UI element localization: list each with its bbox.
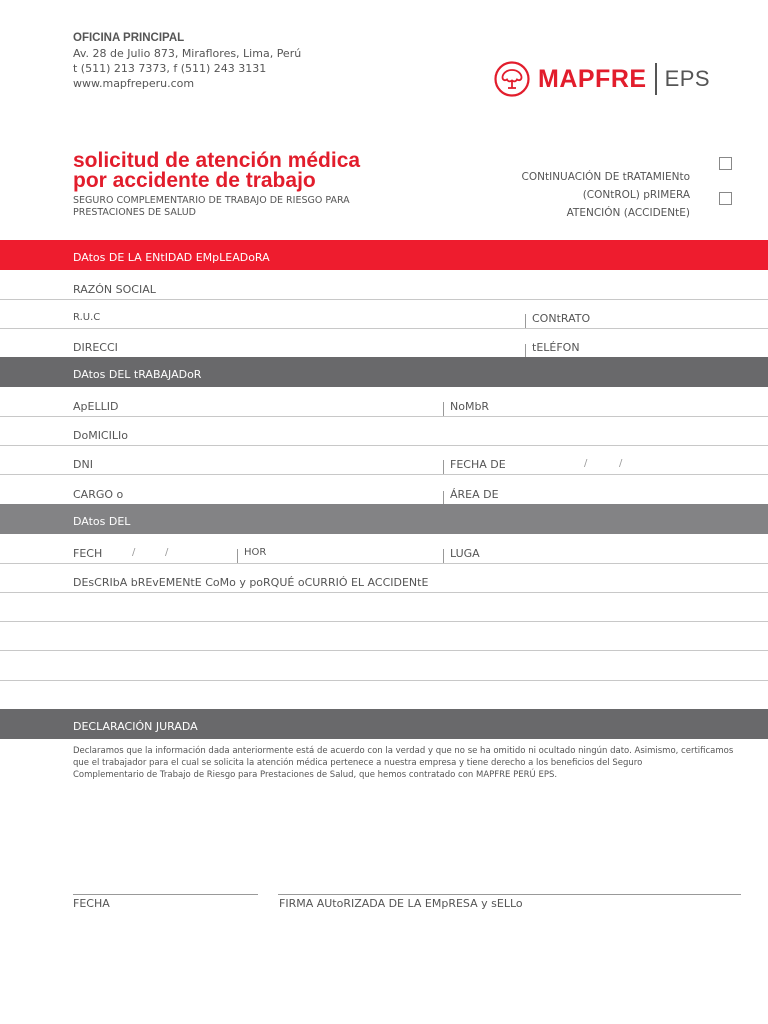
section-accident-header: DAtos DEL <box>0 504 768 534</box>
fecha-ingreso-label: FECHA DE <box>450 458 506 471</box>
dni-fecha-row[interactable] <box>0 445 768 475</box>
field-divider <box>443 402 444 416</box>
product-name: EPS <box>664 66 711 91</box>
fecha-accidente-label: FECH <box>73 547 103 560</box>
nombre-label: NoMbR <box>450 400 490 413</box>
date-slash: / <box>584 458 588 469</box>
declaration-line: Complementario de Trabajo de Riesgo para Prestaciones de Salud, que hemos contratado con MAPFRE PERÚ EPS. <box>73 770 558 780</box>
form-title <box>73 151 433 191</box>
field-divider <box>443 549 444 563</box>
telefono-label: tELÉFON <box>532 341 580 354</box>
date-slash: / <box>132 547 136 558</box>
logo-divider <box>655 63 657 95</box>
description-line[interactable] <box>0 592 768 622</box>
declaration-line: Declaramos que la información dada anteriormente está de acuerdo con la verdad y que no se ha omitido ni ocultado ningún dato. Asimismo, certificamos <box>73 746 734 756</box>
office-web[interactable]: www.mapfreperu.com <box>73 77 195 90</box>
razon-social-label: RAZÓN SOCIAL <box>73 283 156 296</box>
lugar-label: LUGA <box>450 547 480 560</box>
description-row[interactable] <box>0 563 768 593</box>
section-declaration-header: DECLARACIÓN JURADA <box>0 709 768 739</box>
contrato-label: CONtRATO <box>532 312 591 325</box>
office-title: OFICINA PRINCIPAL <box>73 32 185 44</box>
office-address: Av. 28 de Julio 873, Miraflores, Lima, Perú <box>73 47 302 60</box>
mapfre-eps-logo <box>494 60 710 98</box>
field-divider <box>525 344 526 358</box>
declaration-text <box>73 745 741 781</box>
mapfre-emblem-icon <box>494 61 530 97</box>
field-divider <box>525 314 526 328</box>
attention-type-options <box>480 168 690 222</box>
form-title-line2: por accidente de trabajo <box>73 169 316 192</box>
date-signature-line[interactable] <box>73 894 258 895</box>
field-divider <box>237 549 238 563</box>
description-line[interactable] <box>0 621 768 651</box>
date-slash: / <box>165 547 169 558</box>
razon-social-row[interactable] <box>0 270 768 300</box>
office-info <box>73 31 301 91</box>
company-signature-line[interactable] <box>278 894 741 895</box>
hora-label: HOR <box>244 547 267 558</box>
domicilio-label: DoMICILIo <box>73 429 128 442</box>
declaration-line: que el trabajador para el cual se solicita la atención médica pertenece a nuestra empresa y tiene derecho a los beneficios del Seguro <box>73 758 643 768</box>
direccion-label: DIRECCI <box>73 341 118 354</box>
cargo-area-row[interactable] <box>0 475 768 505</box>
section-employer-header: DAtos DE LA ENtIDAD EMpLEADoRA <box>0 240 768 270</box>
area-label: ÁREA DE <box>450 488 499 501</box>
cargo-label: CARGO o <box>73 488 124 501</box>
description-label: DEsCRIbA bREvEMENtE CoMo y poRQUÉ oCURRIÓ EL ACCIDENtE <box>73 576 429 589</box>
apellido-label: ApELLID <box>73 400 119 413</box>
form-title-line1: solicitud de atención médica <box>73 149 361 172</box>
section-worker-header: DAtos DEL tRABAJADoR <box>0 357 768 387</box>
office-phones: t (511) 213 7373, f (511) 243 3131 <box>73 62 267 75</box>
date-slash: / <box>619 458 623 469</box>
description-line[interactable] <box>0 651 768 681</box>
signature-company-label: FIRMA AUtoRIZADA DE LA EMpRESA y sELLo <box>279 897 523 910</box>
continuation-checkbox[interactable] <box>719 157 732 170</box>
option-continuation-label: CONtINUACIÓN DE tRATAMIENto <box>521 171 690 183</box>
signature-date-label: FECHA <box>73 897 110 910</box>
field-divider <box>443 460 444 474</box>
ruc-label: R.U.C <box>73 312 101 323</box>
dni-label: DNI <box>73 458 93 471</box>
brand-name: MAPFRE <box>538 64 647 93</box>
fecha-hora-lugar-row[interactable] <box>0 534 768 564</box>
first-attention-checkbox[interactable] <box>719 192 732 205</box>
form-subtitle: SEGURO COMPLEMENTARIO DE TRABAJO DE RIESGO PARA PRESTACIONES DE SALUD <box>73 195 350 218</box>
apellido-nombre-row[interactable] <box>0 387 768 417</box>
domicilio-row[interactable] <box>0 416 768 446</box>
ruc-contrato-row[interactable] <box>0 299 768 329</box>
field-divider <box>443 491 444 505</box>
option-first-attention-label: ATENCIÓN (ACCIDENtE) <box>566 207 690 219</box>
option-continuation-label-2: (CONtROL) pRIMERA <box>582 189 690 201</box>
direccion-telefono-row[interactable] <box>0 328 768 358</box>
